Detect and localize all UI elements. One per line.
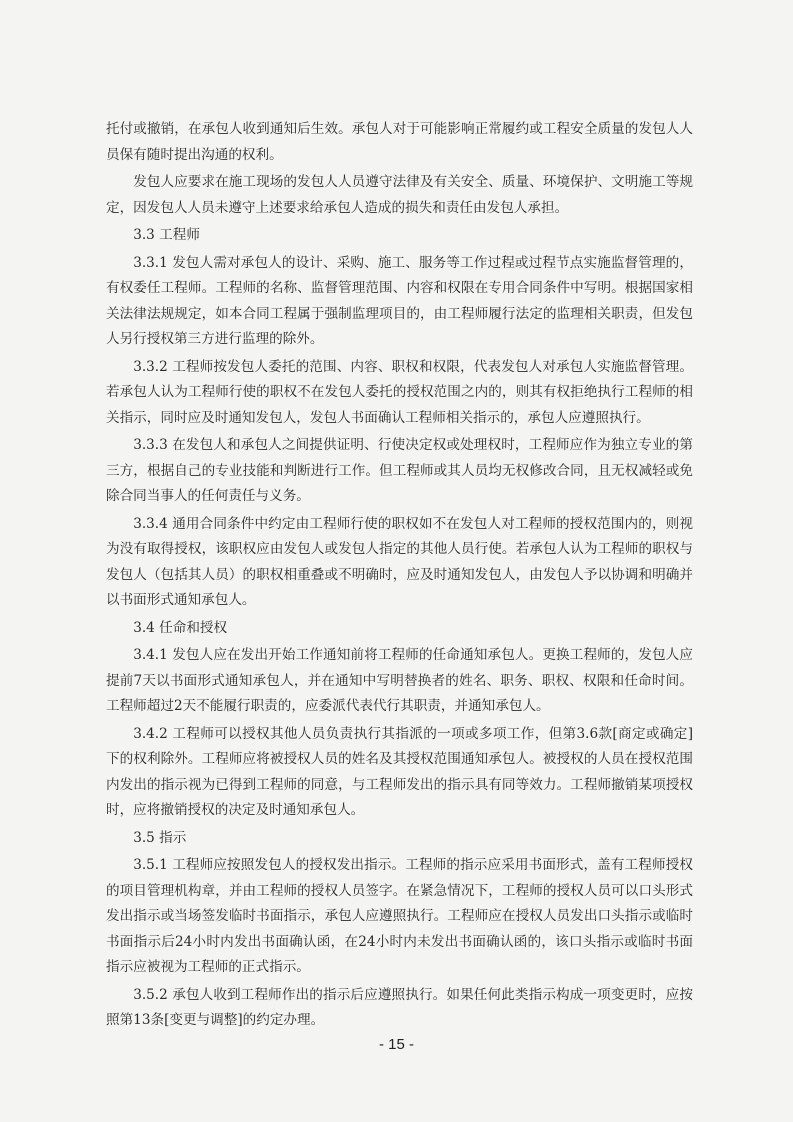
page-number: - 15 -: [378, 1036, 414, 1053]
clause-3-5-1: 3.5.1 工程师应按照发包人的授权发出指示。工程师的指示应采用书面形式，盖有工程师授权的项目管理机构章，并由工程师的授权人员签字。在紧急情况下，工程师的授权人员可以口头形式发出指示或当场签发临时书面指示，承包人应遵照执行。工程师应在授权人员发出口头指示或临时书面指示后24小时内发出书面确认函，在24小时内未发出书面确认函的，该口头指示或临时书面指示应被视为工程师的正式指示。: [106, 857, 693, 975]
clause-3-4-2: 3.4.2 工程师可以授权其他人员负责执行其指派的一项或多项工作，但第3.6款[商定或确定]下的权利除外。工程师应将被授权人员的姓名及其授权范围通知承包人。被授权的人员在授权范围内发出的指示视为已得到工程师的同意，与工程师发出的指示具有同等效力。工程师撤销某项授权时，应将撤销授权的决定及时通知承包人。: [106, 725, 693, 818]
clause-3-3-2: 3.3.2 工程师按发包人委托的范围、内容、职权和权限，代表发包人对承包人实施监督管理。若承包人认为工程师行使的职权不在发包人委托的授权范围之内的，则其有权拒绝执行工程师的相关指示，同时应及时通知发包人，发包人书面确认工程师相关指示的，承包人应遵照执行。: [106, 358, 693, 426]
section-heading-3-4: 3.4 任命和授权: [133, 619, 228, 636]
clause-3-4-1: 3.4.1 发包人应在发出开始工作通知前将工程师的任命通知承包人。更换工程师的，发包人应提前7天以书面形式通知承包人，并在通知中写明替换者的姓名、职务、职权、权限和任命时间。工程师超过2天不能履行职责的，应委派代表代行其职责，并通知承包人。: [106, 647, 693, 714]
paragraph-continuation: 托付或撤销，在承包人收到通知后生效。承包人对于可能影响正常履约或工程安全质量的发包人人员保有随时提出沟通的权利。: [106, 121, 693, 163]
paragraph-employer-staff-compliance: 发包人应要求在施工现场的发包人人员遵守法律及有关安全、质量、环境保护、文明施工等规定，因发包人人员未遵守上述要求给承包人造成的损失和责任由发包人承担。: [106, 174, 693, 216]
section-heading-3-5: 3.5 指示: [133, 829, 187, 846]
section-heading-3-3: 3.3 工程师: [133, 227, 200, 243]
clause-3-3-1: 3.3.1 发包人需对承包人的设计、采购、施工、服务等工作过程或过程节点实施监督管理的，有权委任工程师。工程师的名称、监督管理范围、内容和权限在专用合同条件中写明。根据国家相关法律法规规定，如本合同工程属于强制监理项目的，由工程师履行法定的监理相关职责，但发包人另行授权第三方进行监理的除外。: [106, 254, 693, 347]
clause-3-5-2: 3.5.2 承包人收到工程师作出的指示后应遵照执行。如果任何此类指示构成一项变更时，应按照第13条[变更与调整]的约定办理。: [106, 986, 693, 1028]
clause-3-3-3: 3.3.3 在发包人和承包人之间提供证明、行使决定权或处理权时，工程师应作为独立专业的第三方，根据自己的专业技能和判断进行工作。但工程师或其人员均无权修改合同，且无权减轻或免除合同当事人的任何责任与义务。: [106, 437, 693, 504]
clause-3-3-4: 3.3.4 通用合同条件中约定由工程师行使的职权如不在发包人对工程师的授权范围内的，则视为没有取得授权，该职权应由发包人或发包人指定的其他人员行使。若承包人认为工程师的职权与发包人（包括其人员）的职权相重叠或不明确时，应及时通知发包人，由发包人予以协调和明确并以书面形式通知承包人。: [106, 515, 693, 608]
